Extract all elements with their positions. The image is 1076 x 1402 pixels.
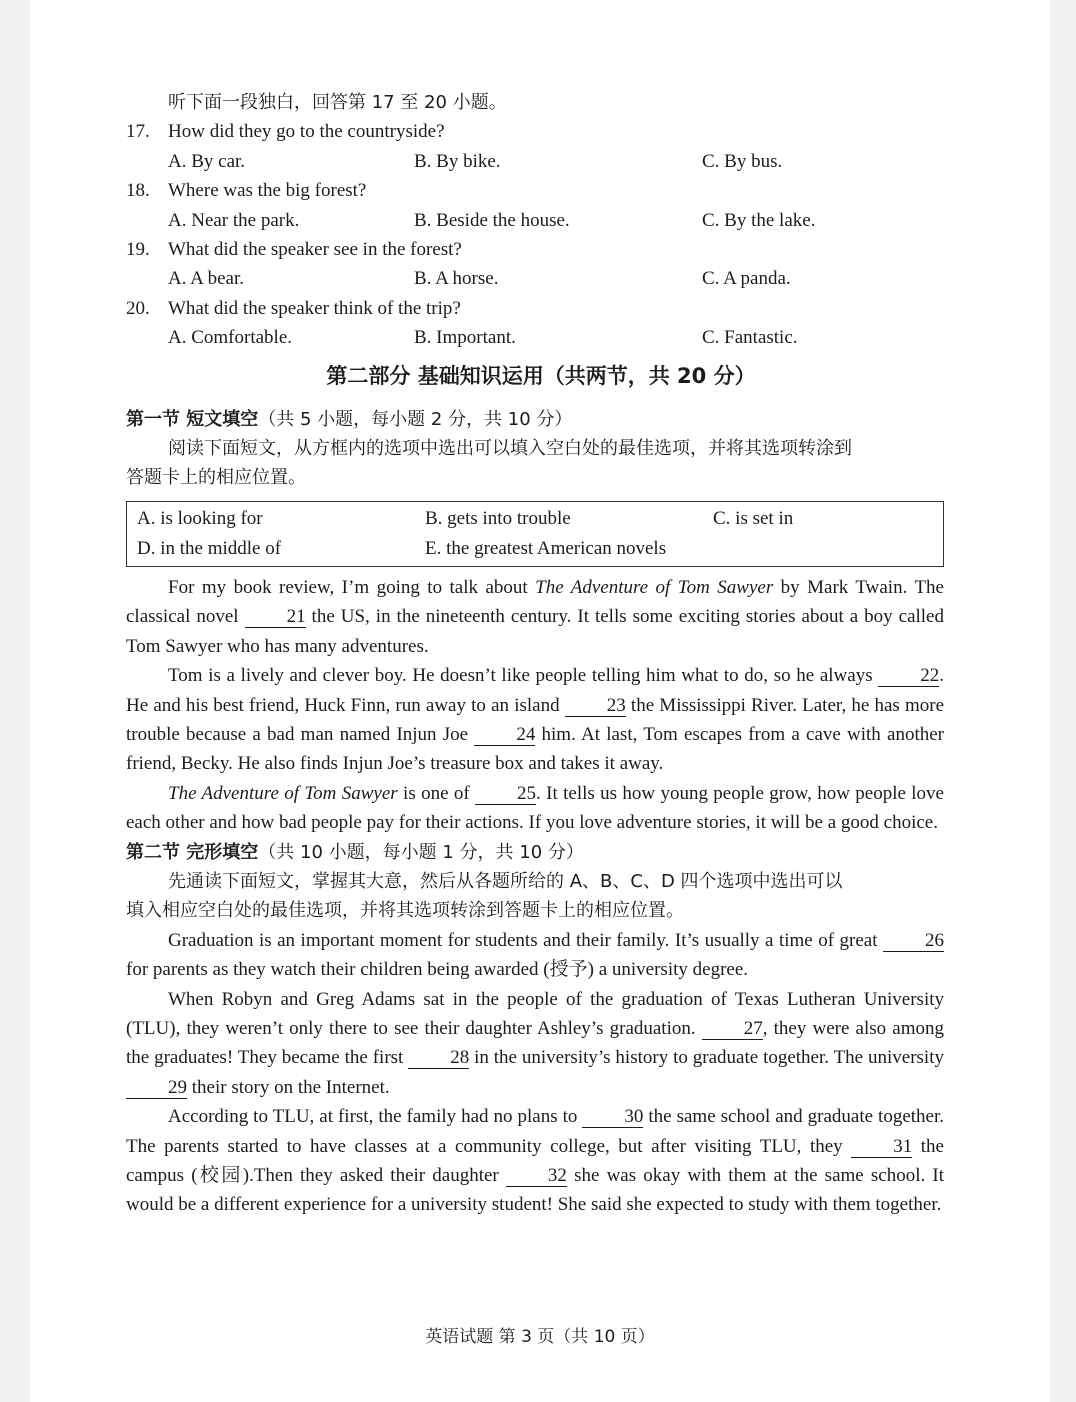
- question-number: 18.: [126, 180, 150, 202]
- section2-instruction-line1: 先通读下面短文，掌握其大意，然后从各题所给的 A、B、C、D 四个选项中选出可以: [168, 870, 843, 892]
- question-number: 17.: [126, 121, 150, 143]
- option-a: A. Near the park.: [168, 209, 300, 231]
- listening-intro: 听下面一段独白，回答第 17 至 20 小题。: [168, 92, 507, 113]
- section2-header: [126, 838, 944, 867]
- part2-heading: 第二部分 基础知识运用（共两节，共 20 分）: [326, 363, 756, 388]
- option-a: A. Comfortable.: [168, 327, 293, 349]
- section2-score: （共 10 小题，每小题 1 分，共 10 分）: [258, 841, 584, 863]
- option-c: C. Fantastic.: [702, 327, 798, 349]
- box-option-a: A. is looking for: [137, 507, 263, 529]
- page-content: [126, 88, 944, 1220]
- option-a: A. A bear.: [168, 268, 244, 290]
- question-19: [126, 235, 944, 294]
- box-option-d: D. in the middle of: [137, 537, 282, 559]
- passage1-paragraph3: The Adventure of Tom Sawyer is one of 25. It tells us how young people grow, how people love each other and how bad people pay for their actions. If you love adventure stories, it will be a good choice.: [126, 782, 944, 834]
- question-text: Where was the big forest?: [168, 180, 367, 202]
- blank-30: 30: [582, 1107, 643, 1128]
- blank-29: 29: [126, 1078, 187, 1099]
- passage2-paragraph1: Graduation is an important moment for students and their family. It’s usually a time of great 26 for parents as they watch their children being awarded (授予) a university degree.: [126, 929, 944, 981]
- exam-page: [30, 0, 1050, 1402]
- passage1-paragraph1: For my book review, I’m going to talk about The Adventure of Tom Sawyer by Mark Twain. The classical novel 21 the US, in the nineteenth century. It tells some exciting stories about a boy called Tom Sawyer who has many adventures.: [126, 576, 944, 657]
- blank-27: 27: [702, 1019, 763, 1040]
- passage1-paragraph2: Tom is a lively and clever boy. He doesn’t like people telling him what to do, so he always 22. He and his best friend, Huck Finn, run away to an island 23 the Mississippi River. Later, he has more trouble because a bad man named Injun Joe 24 him. At last, Tom escapes from a cave with another friend, Becky. He also finds Injun Joe’s treasure box and takes it away.: [126, 665, 944, 775]
- option-c: C. By bus.: [702, 150, 783, 172]
- blank-24: 24: [474, 725, 535, 746]
- box-option-b: B. gets into trouble: [425, 507, 571, 529]
- blank-32: 32: [506, 1166, 567, 1187]
- section2-instruction-line2: 填入相应空白处的最佳选项，并将其选项转涂到答题卡上的相应位置。: [126, 900, 684, 922]
- blank-25: 25: [475, 784, 536, 805]
- question-20: [126, 294, 944, 353]
- book-title: The Adventure of Tom Sawyer: [168, 782, 398, 804]
- blank-21: 21: [245, 607, 306, 628]
- section1-header: [126, 405, 944, 434]
- question-text: What did the speaker think of the trip?: [168, 297, 461, 319]
- section1-score: （共 5 小题，每小题 2 分，共 10 分）: [258, 408, 573, 430]
- page-footer: 英语试题 第 3 页（共 10 页）: [425, 1327, 655, 1347]
- option-c: C. By the lake.: [702, 209, 816, 231]
- options-box: [126, 501, 944, 567]
- question-text: How did they go to the countryside?: [168, 121, 445, 143]
- option-b: B. By bike.: [414, 150, 501, 172]
- section1-title: 第一节 短文填空: [126, 408, 259, 430]
- book-title: The Adventure of Tom Sawyer: [535, 576, 774, 598]
- passage2-paragraph3: According to TLU, at first, the family had no plans to 30 the same school and graduate together. The parents started to have classes at a community college, but after visiting TLU, they 31 the campus (校园).Then they asked their daughter 32 she was okay with them at the same school. It would be a different experience for a university student! She said she expected to study with them together.: [126, 1106, 944, 1216]
- section1-instruction-line1: 阅读下面短文，从方框内的选项中选出可以填入空白处的最佳选项，并将其选项转涂到: [168, 438, 852, 460]
- blank-22: 22: [878, 666, 939, 687]
- section1-instruction-line2: 答题卡上的相应位置。: [126, 467, 306, 489]
- option-b: B. A horse.: [414, 268, 499, 290]
- blank-26: 26: [883, 931, 944, 952]
- blank-28: 28: [408, 1048, 469, 1069]
- option-c: C. A panda.: [702, 268, 791, 290]
- option-b: B. Beside the house.: [414, 209, 570, 231]
- blank-31: 31: [851, 1137, 912, 1158]
- passage2-paragraph2: When Robyn and Greg Adams sat in the people of the graduation of Texas Lutheran University (TLU), they weren’t only there to see their daughter Ashley’s graduation. 27, they were also among the graduates! They became the first 28 in the university’s history to graduate together. The university 29 their story on the Internet.: [126, 988, 944, 1098]
- question-number: 20.: [126, 297, 150, 319]
- question-18: [126, 176, 944, 235]
- question-17: [126, 117, 944, 176]
- box-option-c: C. is set in: [713, 507, 794, 529]
- question-number: 19.: [126, 239, 150, 261]
- option-b: B. Important.: [414, 327, 516, 349]
- blank-23: 23: [565, 696, 626, 717]
- box-option-e: E. the greatest American novels: [425, 537, 667, 559]
- option-a: A. By car.: [168, 150, 246, 172]
- section2-title: 第二节 完形填空: [126, 841, 259, 863]
- question-text: What did the speaker see in the forest?: [168, 239, 462, 261]
